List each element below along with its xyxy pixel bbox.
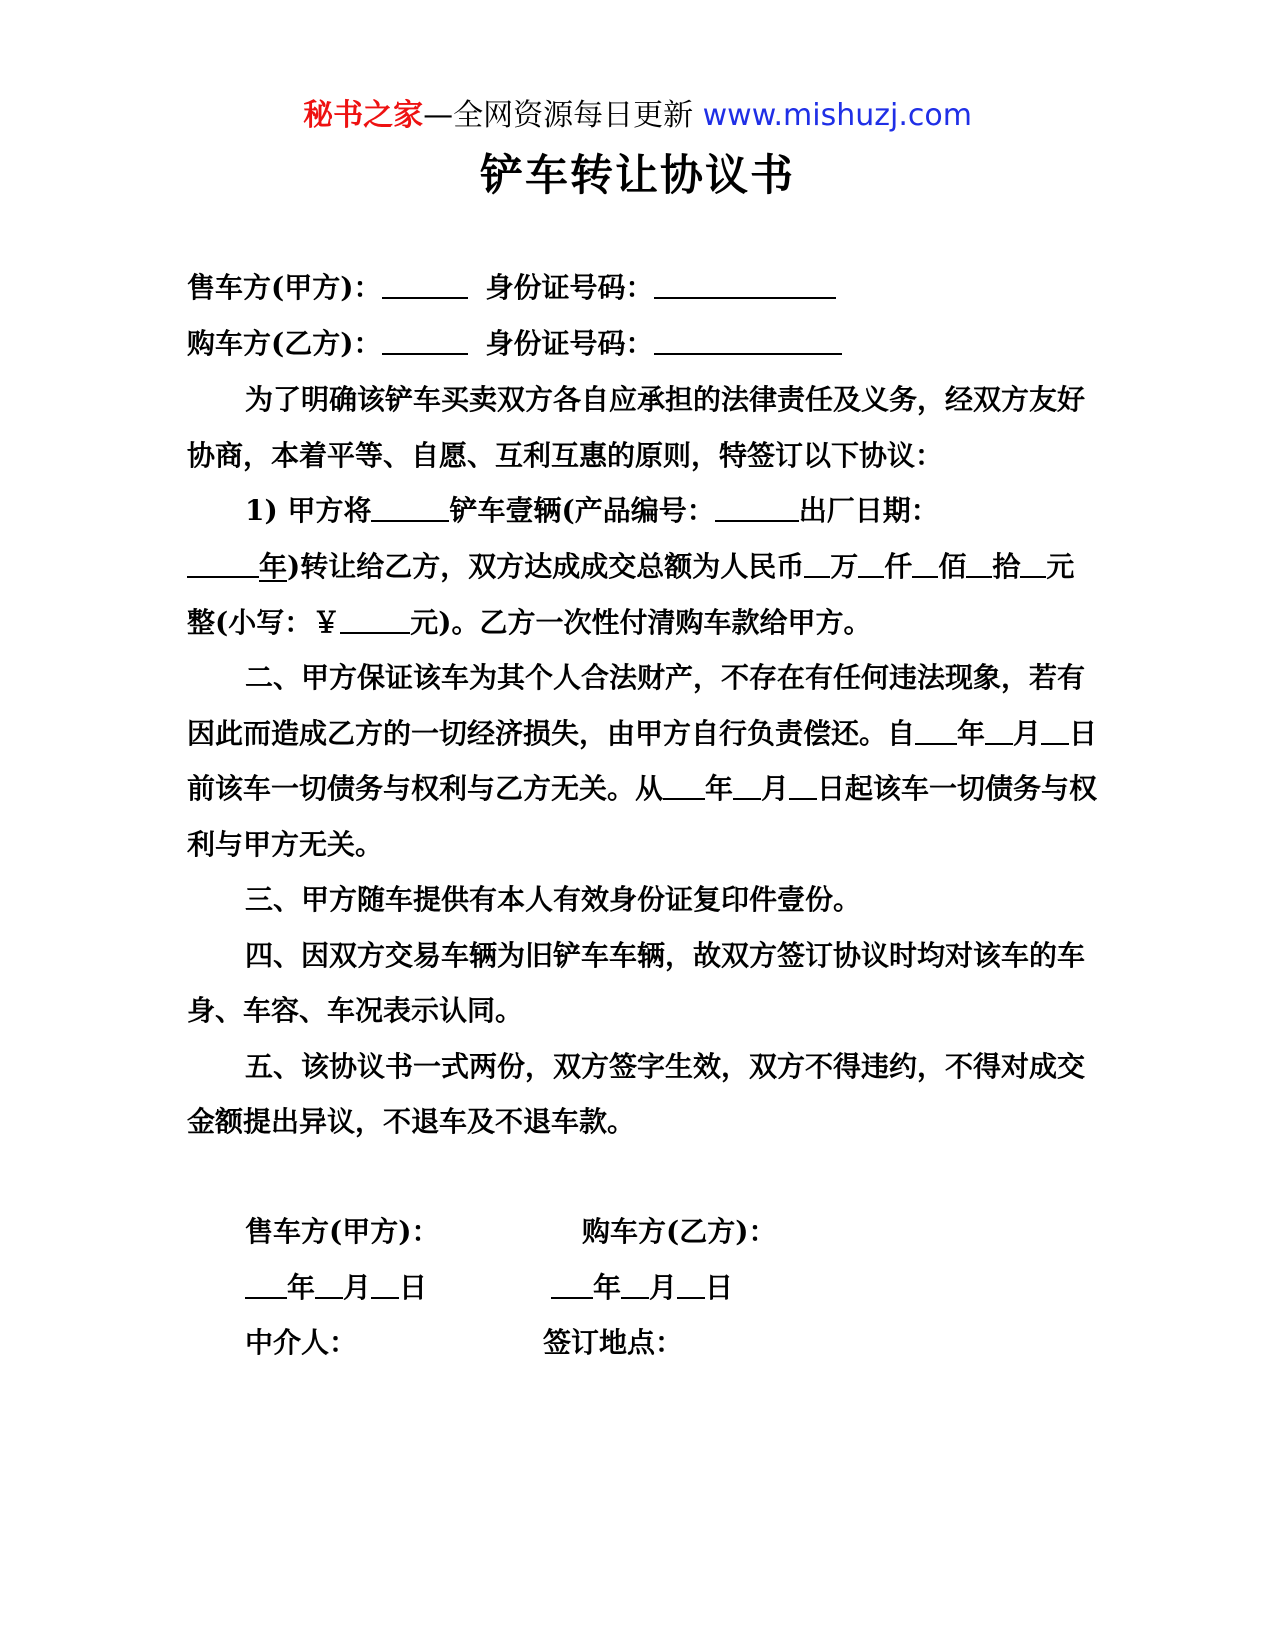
seller-year-blank: [245, 1271, 287, 1299]
clause4-line-1: 四、因双方交易车辆为旧铲车车辆，故双方签订协议时均对该车的车: [245, 939, 1086, 972]
before-day-blank: [1041, 717, 1069, 745]
bai-blank: [912, 550, 938, 578]
clause1-text-e: 整(小写：￥: [187, 606, 341, 639]
buyer-label: 购车方(乙方)：: [187, 327, 382, 360]
clause2-line-1: 二、甲方保证该车为其个人合法财产，不存在有任何违法现象，若有: [245, 661, 1086, 694]
factory-year-word: 年: [259, 550, 288, 583]
buyer-day-word: 日: [705, 1271, 734, 1304]
shi-word: 拾: [992, 550, 1021, 583]
buyer-month-word: 月: [649, 1271, 678, 1304]
seller-label: 售车方(甲方)：: [187, 271, 382, 304]
clause1-text-a: 1) 甲方将: [245, 494, 372, 527]
clause2-text-c: 日起该车一切债务与权: [817, 772, 1098, 805]
clause1-text-b: 铲车壹辆(产品编号：: [449, 494, 715, 527]
wan-blank: [804, 550, 830, 578]
from-year-word: 年: [705, 772, 734, 805]
intermediary-label: 中介人：: [245, 1326, 358, 1359]
clause3-line: 三、甲方随车提供有本人有效身份证复印件壹份。: [245, 883, 862, 916]
before-month-word: 月: [1013, 717, 1042, 750]
buyer-month-blank: [621, 1271, 649, 1299]
document-title: 铲车转让协议书: [480, 151, 795, 201]
buyer-year-blank: [551, 1271, 593, 1299]
before-year-blank: [915, 717, 957, 745]
clause1-line-2: [187, 549, 1074, 585]
seller-day-word: 日: [399, 1271, 428, 1304]
clause5-line-1: 五、该协议书一式两份，双方签字生效，双方不得违约，不得对成交: [245, 1050, 1086, 1083]
preamble-line-2: 协商，本着平等、自愿、互利互惠的原则，特签订以下协议：: [187, 439, 944, 472]
from-year-blank: [663, 772, 705, 800]
buyer-id-label: 身份证号码：: [485, 327, 654, 360]
seller-id-blank: [654, 271, 836, 299]
brand-name: 秘书之家: [303, 98, 424, 133]
header-url[interactable]: www.mishuzj.com: [702, 98, 972, 133]
clause1-text-f: 元)。乙方一次性付清购车款给甲方。: [410, 606, 872, 639]
seller-line: [187, 270, 836, 306]
clause4-line-2: 身、车容、车况表示认同。: [187, 994, 524, 1027]
header-dash: —: [423, 98, 454, 133]
seller-day-blank: [371, 1271, 399, 1299]
buyer-year-word: 年: [593, 1271, 622, 1304]
seller-year-word: 年: [287, 1271, 316, 1304]
clause1-text-d: )转让给乙方，双方达成成交总额为人民币: [287, 550, 805, 583]
amount-figure-blank: [340, 606, 410, 634]
signing-place-label: 签订地点：: [543, 1326, 684, 1359]
yuan-word: 元: [1046, 550, 1075, 583]
bai-word: 佰: [938, 550, 967, 583]
clause1-line-1: [245, 493, 939, 529]
seller-month-word: 月: [343, 1271, 372, 1304]
from-day-blank: [789, 772, 817, 800]
qian-blank: [858, 550, 884, 578]
product-number-blank: [715, 494, 799, 522]
yuan-blank: [1020, 550, 1046, 578]
from-month-word: 月: [761, 772, 790, 805]
shi-blank: [966, 550, 992, 578]
before-month-blank: [985, 717, 1013, 745]
seller-sign-date: [245, 1270, 427, 1306]
wan-word: 万: [830, 550, 859, 583]
header-tagline: 全网资源每日更新: [453, 98, 703, 133]
buyer-signature-label: 购车方(乙方)：: [582, 1215, 777, 1248]
clause2-line-3: [187, 771, 1097, 807]
factory-year-blank: [187, 550, 259, 578]
seller-name-blank: [382, 271, 468, 299]
clause2-line-2: [187, 716, 1097, 752]
preamble-line-1: 为了明确该铲车买卖双方各自应承担的法律责任及义务，经双方友好: [245, 383, 1086, 416]
buyer-name-blank: [382, 327, 468, 355]
before-year-word: 年: [957, 717, 986, 750]
model-blank: [371, 494, 449, 522]
seller-signature-label: 售车方(甲方)：: [245, 1215, 440, 1248]
clause1-text-c: 出厂日期：: [798, 494, 939, 527]
buyer-line: [187, 326, 842, 362]
buyer-sign-date: [551, 1270, 733, 1306]
from-month-blank: [733, 772, 761, 800]
clause2-text-a: 因此而造成乙方的一切经济损失，由甲方自行负责偿还。自: [187, 717, 916, 750]
clause1-line-3: [187, 605, 872, 641]
clause2-line-4: 利与甲方无关。: [187, 828, 384, 861]
qian-word: 仟: [884, 550, 913, 583]
seller-id-label: 身份证号码：: [485, 271, 654, 304]
before-day-word: 日: [1069, 717, 1098, 750]
clause2-text-b: 前该车一切债务与权利与乙方无关。从: [187, 772, 664, 805]
buyer-id-blank: [654, 327, 842, 355]
buyer-day-blank: [677, 1271, 705, 1299]
clause5-line-2: 金额提出异议，不退车及不退车款。: [187, 1105, 636, 1138]
site-header: [0, 96, 1275, 136]
seller-month-blank: [315, 1271, 343, 1299]
